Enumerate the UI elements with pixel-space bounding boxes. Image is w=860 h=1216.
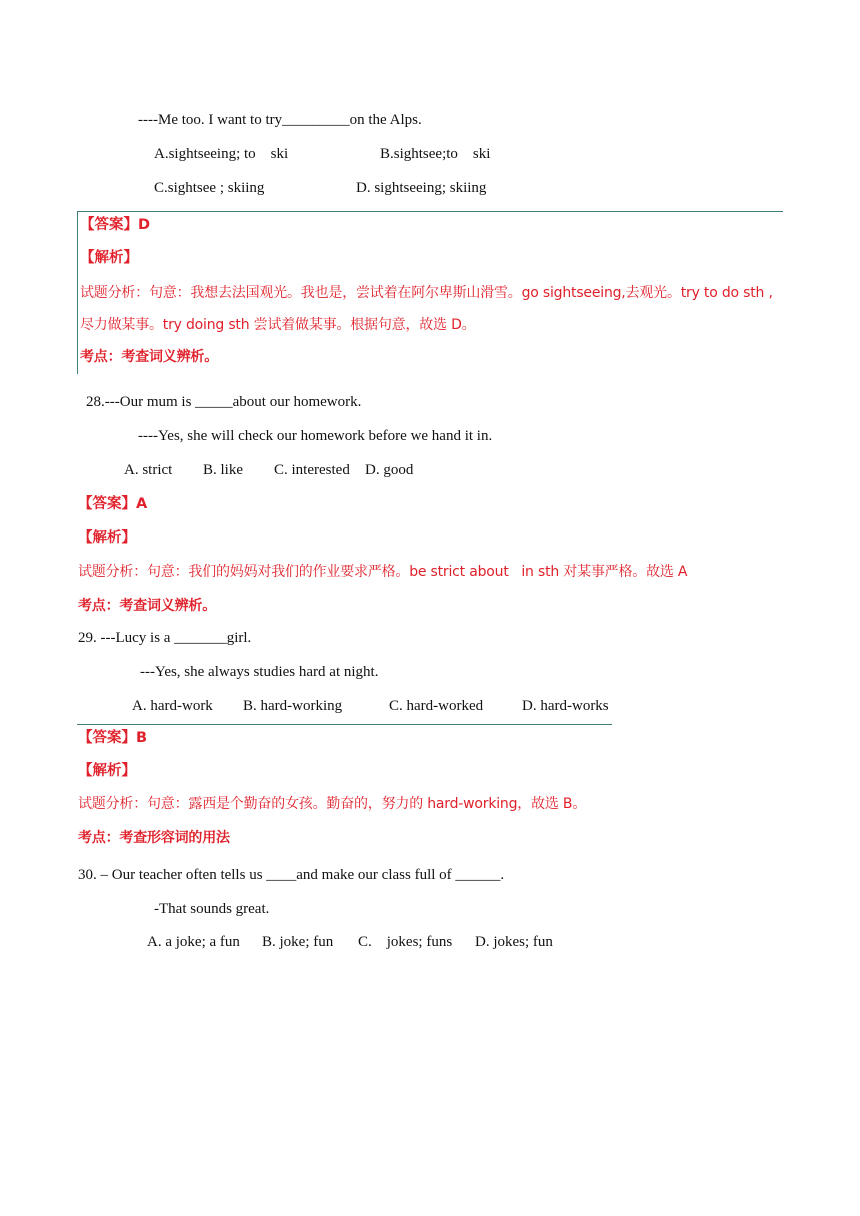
q29-answer: 【答案】B <box>78 730 148 746</box>
q28-option-c: C. interested <box>274 462 350 478</box>
q30-option-a: A. a joke; a fun <box>147 934 240 950</box>
q29-analysis-line-1: 试题分析：句意：露西是个勤奋的女孩。勤奋的，努力的 hard-working，故选 B。 <box>78 796 587 812</box>
q29-option-c: C. hard-worked <box>389 698 484 714</box>
q30-question: 30. – Our teacher often tells us ____and make our class full of ______. <box>78 867 505 883</box>
q29-reply: ---Yes, she always studies hard at night. <box>140 664 379 680</box>
q29-answer-box-top-rule <box>77 724 612 725</box>
q29-analysis-label: 【解析】 <box>78 763 136 779</box>
q27-reply: ----Me too. I want to try_________on the Alps. <box>138 112 422 128</box>
q27-option-d: D. sightseeing; skiing <box>356 180 487 196</box>
q28-option-b: B. like <box>203 462 243 478</box>
q27-analysis-label: 【解析】 <box>80 250 138 266</box>
q28-reply: ----Yes, she will check our homework before we hand it in. <box>138 428 493 444</box>
q28-analysis-line-1: 试题分析：句意：我们的妈妈对我们的作业要求严格。be strict about in sth 对某事严格。故选 A <box>78 564 688 580</box>
q27-analysis-line-1: 试题分析：句意：我想去法国观光。我也是，尝试着在阿尔卑斯山滑雪。go sightseeing,去观光。try to do sth , <box>80 285 773 301</box>
q27-option-c: C.sightsee ; skiing <box>154 180 265 196</box>
q27-answer-box-left-rule <box>77 211 78 374</box>
q28-answer: 【答案】A <box>78 496 148 512</box>
q29-option-a: A. hard-work <box>132 698 213 714</box>
q27-answer-box-top-rule <box>77 211 783 212</box>
q29-option-b: B. hard-working <box>243 698 343 714</box>
q27-analysis-line-2: 尽力做某事。try doing sth 尝试着做某事。根据句意，故选 D。 <box>80 317 476 333</box>
q29-option-d: D. hard-works <box>522 698 609 714</box>
q27-point: 考点：考查词义辨析。 <box>80 349 218 365</box>
q28-point: 考点：考查词义辨析。 <box>78 598 216 614</box>
q30-option-b: B. joke; fun <box>262 934 334 950</box>
q27-option-a: A.sightseeing; to ski <box>154 146 289 162</box>
q28-analysis-label: 【解析】 <box>78 530 136 546</box>
q30-option-d: D. jokes; fun <box>475 934 553 950</box>
q29-question: 29. ---Lucy is a _______girl. <box>78 630 252 646</box>
q28-option-d: D. good <box>365 462 414 478</box>
q30-reply: -That sounds great. <box>154 901 270 917</box>
q28-option-a: A. strict <box>124 462 173 478</box>
q28-question: 28.---Our mum is _____about our homework. <box>86 394 362 410</box>
q29-point: 考点：考查形容词的用法 <box>78 830 230 846</box>
q27-answer: 【答案】D <box>80 217 151 233</box>
q30-option-c: C. jokes; funs <box>358 934 453 950</box>
q27-option-b: B.sightsee;to ski <box>380 146 491 162</box>
